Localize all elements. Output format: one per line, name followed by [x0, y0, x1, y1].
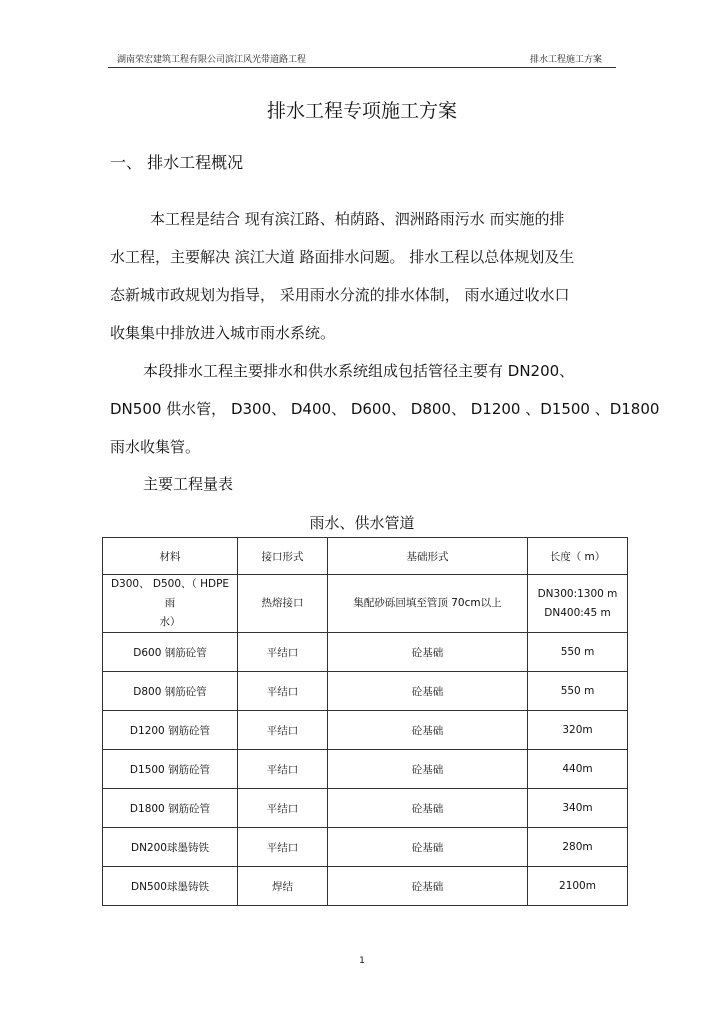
section-heading: 一、 排水工程概况 — [110, 153, 244, 172]
paragraph-line: 收集集中排放进入城市雨水系统。 — [110, 324, 336, 342]
base-cell: 砼基础 — [328, 789, 528, 828]
header-divider — [108, 67, 616, 68]
table-row — [103, 789, 628, 828]
base-cell: 集配砂砾回填至管顶 70cm以上 — [328, 575, 528, 633]
joint-cell: 平结口 — [238, 750, 328, 789]
material-cell: D800 钢筋砼管 — [103, 672, 238, 711]
material-cell: D1200 钢筋砼管 — [103, 711, 238, 750]
joint-cell: 热熔接口 — [238, 575, 328, 633]
table-row — [103, 867, 628, 906]
header-doc-type: 排水工程施工方案 — [529, 55, 602, 65]
joint-cell: 平结口 — [238, 789, 328, 828]
base-cell: 砼基础 — [328, 750, 528, 789]
length-cell: 2100m — [528, 867, 628, 906]
length-cell: 550 m — [528, 633, 628, 672]
table-caption: 雨水、供水管道 — [309, 514, 415, 532]
length-cell: 550 m — [528, 672, 628, 711]
length-cell: 340m — [528, 789, 628, 828]
base-cell: 砼基础 — [328, 633, 528, 672]
header-cell: 接口形式 — [238, 538, 328, 575]
table-row — [103, 633, 628, 672]
paragraph-line: 雨水收集管。 — [110, 438, 201, 456]
table-row — [103, 575, 628, 633]
paragraph-line: 本工程是结合 现有滨江路、柏荫路、泗洲路雨污水 而实施的排 — [150, 210, 565, 228]
page-number: 1 — [359, 956, 365, 966]
paragraph-line: 本段排水工程主要排水和供水系统组成包括管径主要有 DN200、 — [143, 362, 575, 380]
base-cell: 砼基础 — [328, 672, 528, 711]
joint-cell: 平结口 — [238, 633, 328, 672]
paragraph-line: DN500 供水管， D300、 D400、 D600、 D800、 D1200 、D1500 、D1800 — [110, 400, 660, 418]
material-cell: D300、 D500、（ HDPE雨 水） — [103, 575, 238, 633]
joint-cell: 平结口 — [238, 828, 328, 867]
page-title: 排水工程专项施工方案 — [266, 100, 457, 122]
material-cell: D1500 钢筋砼管 — [103, 750, 238, 789]
length-cell: DN300:1300 m DN400:45 m — [528, 575, 628, 633]
table-row — [103, 711, 628, 750]
header-company: 湖南荣宏建筑工程有限公司滨江风光带道路工程 — [117, 55, 307, 65]
header-cell: 基础形式 — [328, 538, 528, 575]
quantity-heading: 主要工程量表 — [143, 475, 234, 493]
base-cell: 砼基础 — [328, 711, 528, 750]
table-row — [103, 828, 628, 867]
length-cell: 280m — [528, 828, 628, 867]
header-cell: 材料 — [103, 538, 238, 575]
table-header-row — [103, 538, 628, 575]
length-cell: 320m — [528, 711, 628, 750]
table-row — [103, 750, 628, 789]
material-cell: D1800 钢筋砼管 — [103, 789, 238, 828]
length-cell: 440m — [528, 750, 628, 789]
base-cell: 砼基础 — [328, 867, 528, 906]
base-cell: 砼基础 — [328, 828, 528, 867]
material-cell: DN200球墨铸铁 — [103, 828, 238, 867]
material-cell: D600 钢筋砼管 — [103, 633, 238, 672]
paragraph-line: 态新城市政规划为指导， 采用雨水分流的排水体制， 雨水通过收水口 — [110, 286, 570, 304]
material-cell: DN500球墨铸铁 — [103, 867, 238, 906]
joint-cell: 平结口 — [238, 711, 328, 750]
quantity-table — [102, 537, 628, 906]
table-row — [103, 672, 628, 711]
paragraph-line: 水工程，主要解决 滨江大道 路面排水问题。 排水工程以总体规划及生 — [110, 248, 575, 266]
joint-cell: 平结口 — [238, 672, 328, 711]
header-cell: 长度（ m） — [528, 538, 628, 575]
joint-cell: 焊结 — [238, 867, 328, 906]
